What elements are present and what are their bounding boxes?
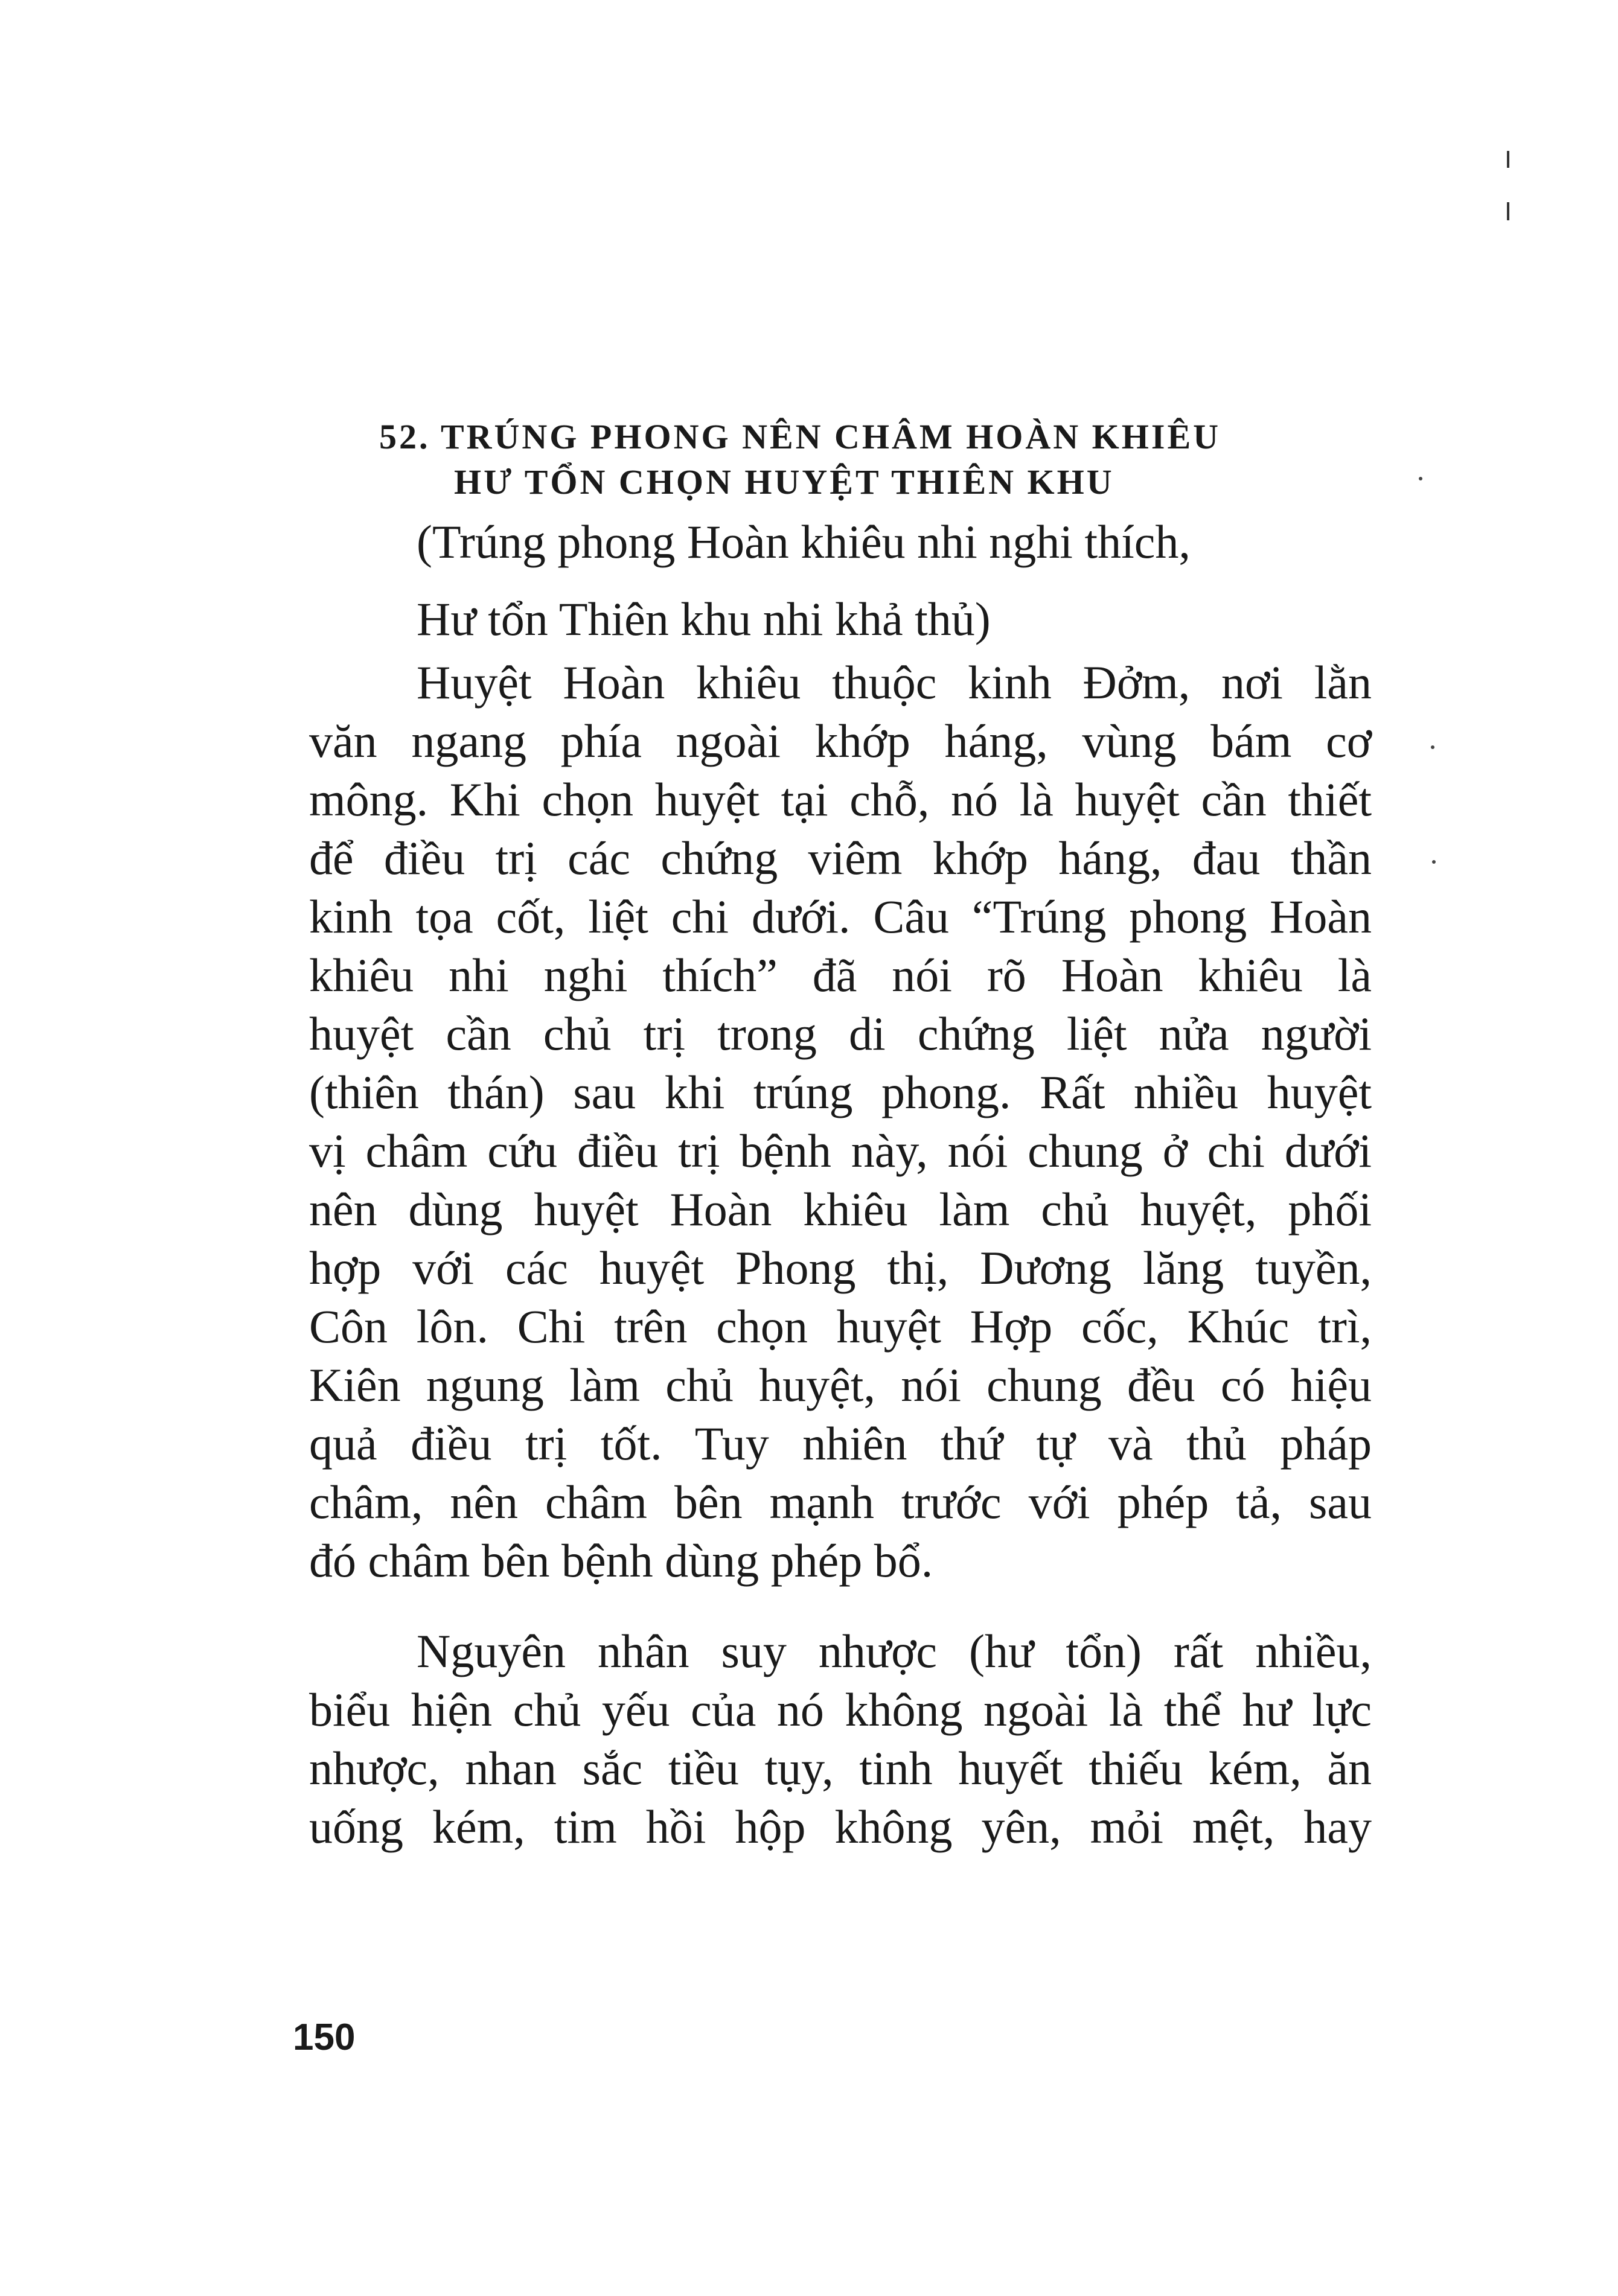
paragraph-line: châm, nên châm bên mạnh trước với phép tả, sau <box>309 1476 1372 1528</box>
margin-mark <box>1507 151 1509 168</box>
paragraph-line: hợp với các huyệt Phong thị, Dương lăng tuyền, <box>309 1242 1372 1294</box>
paragraph-line: (thiên thán) sau khi trúng phong. Rất nhiều huyệt <box>309 1066 1372 1118</box>
paragraph-line: khiêu nhi nghi thích” đã nói rõ Hoàn khiêu là <box>309 949 1372 1001</box>
paragraph-line: uống kém, tim hồi hộp không yên, mỏi mệt, hay <box>309 1800 1372 1853</box>
paragraph-line: mông. Khi chọn huyệt tại chỗ, nó là huyệt cần thiết <box>309 773 1372 826</box>
paragraph-line: đó châm bên bệnh dùng phép bổ. <box>309 1534 933 1587</box>
quote-line: Hư tổn Thiên khu nhi khả thủ) <box>417 593 991 645</box>
paragraph-line: Nguyên nhân suy nhược (hư tổn) rất nhiều, <box>417 1625 1372 1677</box>
paragraph-line: để điều trị các chứng viêm khớp háng, đau thần <box>309 832 1372 884</box>
speck <box>1419 477 1422 480</box>
paragraph-line: nhược, nhan sắc tiều tụy, tinh huyết thiếu kém, ăn <box>309 1742 1372 1794</box>
paragraph-line: vị châm cứu điều trị bệnh này, nói chung ở chi dưới <box>309 1124 1372 1177</box>
page-number: 150 <box>293 2017 356 2058</box>
paragraph-line: huyệt cần chủ trị trong di chứng liệt nửa người <box>309 1007 1372 1060</box>
quote-line: (Trúng phong Hoàn khiêu nhi nghi thích, <box>417 515 1191 568</box>
paragraph-line: Kiên ngung làm chủ huyệt, nói chung đều có hiệu <box>309 1359 1372 1411</box>
paragraph-line: kinh tọa cốt, liệt chi dưới. Câu “Trúng phong Hoàn <box>309 890 1372 943</box>
paragraph-line: Huyệt Hoàn khiêu thuộc kinh Đởm, nơi lằn <box>417 656 1372 709</box>
speck <box>1431 745 1434 749</box>
section-heading-line1: 52. TRÚNG PHONG NÊN CHÂM HOÀN KHIÊU <box>379 417 1221 456</box>
paragraph-line: Côn lôn. Chi trên chọn huyệt Hợp cốc, Khúc trì, <box>309 1300 1372 1353</box>
margin-mark <box>1507 202 1509 220</box>
paragraph-line: biểu hiện chủ yếu của nó không ngoài là thể hư lực <box>309 1683 1372 1736</box>
speck <box>1432 860 1436 864</box>
paragraph-line: văn ngang phía ngoài khớp háng, vùng bám cơ <box>309 715 1372 767</box>
paragraph-line: nên dùng huyệt Hoàn khiêu làm chủ huyệt, phối <box>309 1183 1372 1236</box>
section-heading-line2: HƯ TỔN CHỌN HUYỆT THIÊN KHU <box>454 462 1114 502</box>
paragraph-line: quả điều trị tốt. Tuy nhiên thứ tự và thủ pháp <box>309 1417 1372 1470</box>
